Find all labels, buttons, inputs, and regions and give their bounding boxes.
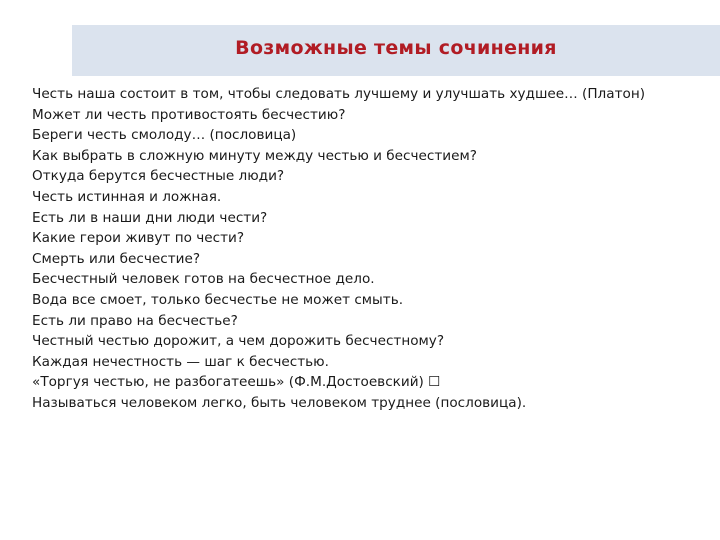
topic-item: Как выбрать в сложную минуту между честью и бесчестием? [32,147,477,164]
topic-item: Бесчестный человек готов на бесчестное дело. [32,271,375,288]
topic-item: Какие герои живут по чести? [32,230,245,247]
topic-item: Береги честь смолоду… (пословица) [32,127,297,144]
topic-item: Честь наша состоит в том, чтобы следовать лучшему и улучшать худшее… (Платон) [32,86,646,102]
topic-list [32,84,645,414]
topic-item: Может ли честь противостоять бесчестию? [32,106,346,123]
topic-item: Есть ли в наши дни люди чести? [32,209,268,226]
topic-item: Смерть или бесчестие? [32,250,201,267]
topic-item: Вода все смоет, только бесчестье не может смыть. [32,291,404,308]
title-banner [72,25,720,76]
topic-item: Честь истинная и ложная. [32,188,222,205]
topic-item: Честный честью дорожит, а чем дорожить бесчестному? [32,333,445,350]
topic-item: Откуда берутся бесчестные люди? [32,168,285,185]
topic-item: Каждая нечестность — шаг к бесчестью. [32,353,329,370]
topic-item: Есть ли право на бесчестье? [32,312,238,329]
topic-item: «Торгуя честью, не разбогатеешь» (Ф.М.Достоевский) ☐ [32,374,441,391]
topic-item: Называться человеком легко, быть человеком труднее (пословица). [32,394,527,411]
slide-title: Возможные темы сочинения [235,37,557,59]
